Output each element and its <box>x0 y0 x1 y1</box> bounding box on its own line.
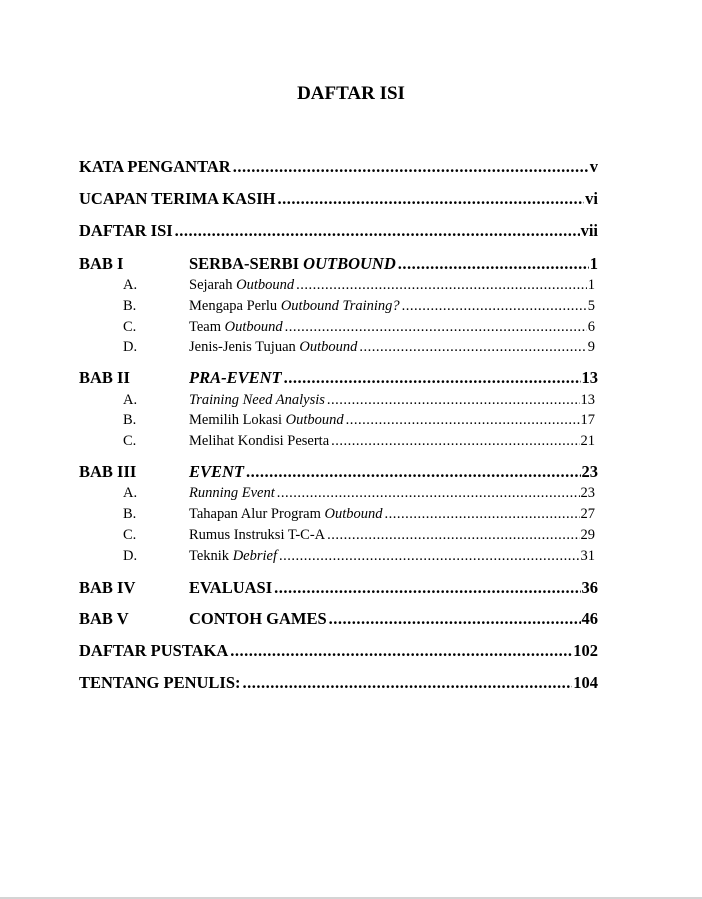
toc-entry-title: DAFTAR PUSTAKA <box>79 641 229 660</box>
toc-entry-kata-pengantar[interactable] <box>79 157 598 177</box>
section-letter: A. <box>123 392 138 408</box>
section-title-italic: Outbound <box>299 339 358 355</box>
toc-page-number: 5 <box>587 298 595 314</box>
dot-leader <box>246 462 580 482</box>
section-title <box>189 411 344 429</box>
dot-leader <box>327 391 580 409</box>
section-letter: D. <box>123 548 138 564</box>
dot-leader <box>274 578 580 598</box>
section-title <box>189 505 383 523</box>
toc-page-number: v <box>589 157 598 176</box>
chapter-label: BAB III <box>79 462 137 481</box>
toc-page-number: 13 <box>581 368 598 387</box>
toc-entry-title: UCAPAN TERIMA KASIH <box>79 189 276 208</box>
toc-chapter-bab-1[interactable] <box>79 254 598 274</box>
dot-leader <box>346 411 580 429</box>
toc-page-number: 9 <box>587 339 595 355</box>
section-title-plain: Rumus Instruksi T-C-A <box>189 527 326 543</box>
chapter-title <box>189 578 272 598</box>
dot-leader <box>233 157 589 177</box>
dot-leader <box>327 526 579 544</box>
section-title-italic: Outbound Training? <box>280 298 400 314</box>
chapter-title-italic: PRA-EVENT <box>189 368 282 387</box>
toc-section-1b[interactable] <box>123 297 595 315</box>
section-letter: C. <box>123 433 137 449</box>
section-letter: C. <box>123 319 137 335</box>
dot-leader <box>278 189 585 209</box>
section-title-italic: Outbound <box>324 506 383 522</box>
toc-section-1c[interactable] <box>123 318 595 336</box>
section-title <box>189 318 283 336</box>
toc-page-number: 27 <box>580 506 595 522</box>
section-title <box>189 297 400 315</box>
toc-section-3a[interactable] <box>123 484 595 502</box>
toc-entry-title: DAFTAR ISI <box>79 221 173 240</box>
section-letter: B. <box>123 298 137 314</box>
section-title-plain: Teknik <box>189 548 233 564</box>
dot-leader <box>385 505 580 523</box>
toc-page-number: 1 <box>587 277 595 293</box>
toc-page-number: 102 <box>573 641 598 660</box>
dot-leader <box>331 432 579 450</box>
toc-section-1a[interactable] <box>123 276 595 294</box>
section-title-plain: Tahapan Alur Program <box>189 506 325 522</box>
dot-leader <box>402 297 587 315</box>
toc-entry-daftar-pustaka[interactable] <box>79 641 598 661</box>
section-letter: A. <box>123 485 138 501</box>
chapter-label: BAB IV <box>79 578 136 597</box>
toc-page-number: 46 <box>581 609 598 628</box>
toc-section-2a[interactable] <box>123 391 595 409</box>
section-title-plain: Mengapa Perlu <box>189 298 281 314</box>
toc-entry-tentang-penulis[interactable] <box>79 673 598 693</box>
toc-page-number: 13 <box>580 392 595 408</box>
dot-leader <box>359 338 586 356</box>
dot-leader <box>284 368 581 388</box>
section-title <box>189 338 357 356</box>
section-title <box>189 547 277 565</box>
dot-leader <box>285 318 587 336</box>
toc-page-number: 1 <box>589 254 598 273</box>
chapter-label: BAB V <box>79 609 129 628</box>
dot-leader <box>398 254 589 274</box>
toc-chapter-bab-3[interactable] <box>79 462 598 482</box>
section-letter: B. <box>123 506 137 522</box>
toc-chapter-bab-2[interactable] <box>79 368 598 388</box>
toc-entry-daftar-isi[interactable] <box>79 221 598 241</box>
chapter-title <box>189 462 244 482</box>
section-title-plain: Team <box>189 319 225 335</box>
toc-page-number: 23 <box>581 462 598 481</box>
section-title-plain: Memilih Lokasi <box>189 412 286 428</box>
dot-leader <box>296 276 587 294</box>
toc-page-number: vi <box>585 189 598 208</box>
section-title <box>189 391 325 409</box>
toc-section-3d[interactable] <box>123 547 595 565</box>
chapter-title <box>189 609 327 629</box>
section-title <box>189 276 294 294</box>
toc-section-2c[interactable] <box>123 432 595 450</box>
dot-leader <box>230 641 572 661</box>
section-letter: C. <box>123 527 137 543</box>
section-title-italic: Outbound <box>224 319 283 335</box>
section-title-italic: Debrief <box>232 548 277 564</box>
toc-entry-title: TENTANG PENULIS: <box>79 673 241 692</box>
section-title <box>189 432 329 450</box>
toc-page-number: 36 <box>581 578 598 597</box>
section-letter: A. <box>123 277 138 293</box>
toc-page-number: vii <box>580 221 598 240</box>
toc-section-3c[interactable] <box>123 526 595 544</box>
section-title-italic: Outbound <box>285 412 344 428</box>
dot-leader <box>243 673 573 693</box>
section-title <box>189 484 275 502</box>
chapter-label: BAB II <box>79 368 130 387</box>
dot-leader <box>329 609 581 629</box>
section-title-italic: Running Event <box>189 485 275 501</box>
toc-page-number: 29 <box>580 527 595 543</box>
section-title-plain: Jenis-Jenis Tujuan <box>189 339 300 355</box>
toc-page-number: 23 <box>580 485 595 501</box>
chapter-title-italic: EVENT <box>189 462 245 481</box>
toc-page-number: 17 <box>580 412 595 428</box>
dot-leader <box>279 547 580 565</box>
chapter-title <box>189 254 396 274</box>
section-title-plain: Melihat Kondisi Peserta <box>189 433 330 449</box>
toc-chapter-bab-5[interactable] <box>79 609 598 629</box>
section-title-plain: Sejarah <box>189 277 237 293</box>
dot-leader <box>277 484 580 502</box>
chapter-title-plain: SERBA-SERBI <box>189 254 304 273</box>
section-title <box>189 526 325 544</box>
chapter-label: BAB I <box>79 254 124 273</box>
toc-page-number: 31 <box>580 548 595 564</box>
toc-page-number: 104 <box>573 673 598 692</box>
section-letter: B. <box>123 412 137 428</box>
toc-section-1d[interactable] <box>123 338 595 356</box>
toc-entry-title: KATA PENGANTAR <box>79 157 231 176</box>
page-title: DAFTAR ISI <box>297 83 405 104</box>
chapter-title-italic: OUTBOUND <box>303 254 396 273</box>
section-title-italic: Outbound <box>236 277 295 293</box>
dot-leader <box>175 221 580 241</box>
toc-entry-ucapan-terima-kasih[interactable] <box>79 189 598 209</box>
chapter-title-plain: CONTOH GAMES <box>189 609 327 628</box>
chapter-title <box>189 368 282 388</box>
toc-page-number: 21 <box>580 433 595 449</box>
section-letter: D. <box>123 339 138 355</box>
chapter-title-plain: EVALUASI <box>189 578 273 597</box>
toc-section-2b[interactable] <box>123 411 595 429</box>
toc-page-number: 6 <box>587 319 595 335</box>
section-title-italic: Training Need Analysis <box>189 392 325 408</box>
toc-chapter-bab-4[interactable] <box>79 578 598 598</box>
toc-section-3b[interactable] <box>123 505 595 523</box>
